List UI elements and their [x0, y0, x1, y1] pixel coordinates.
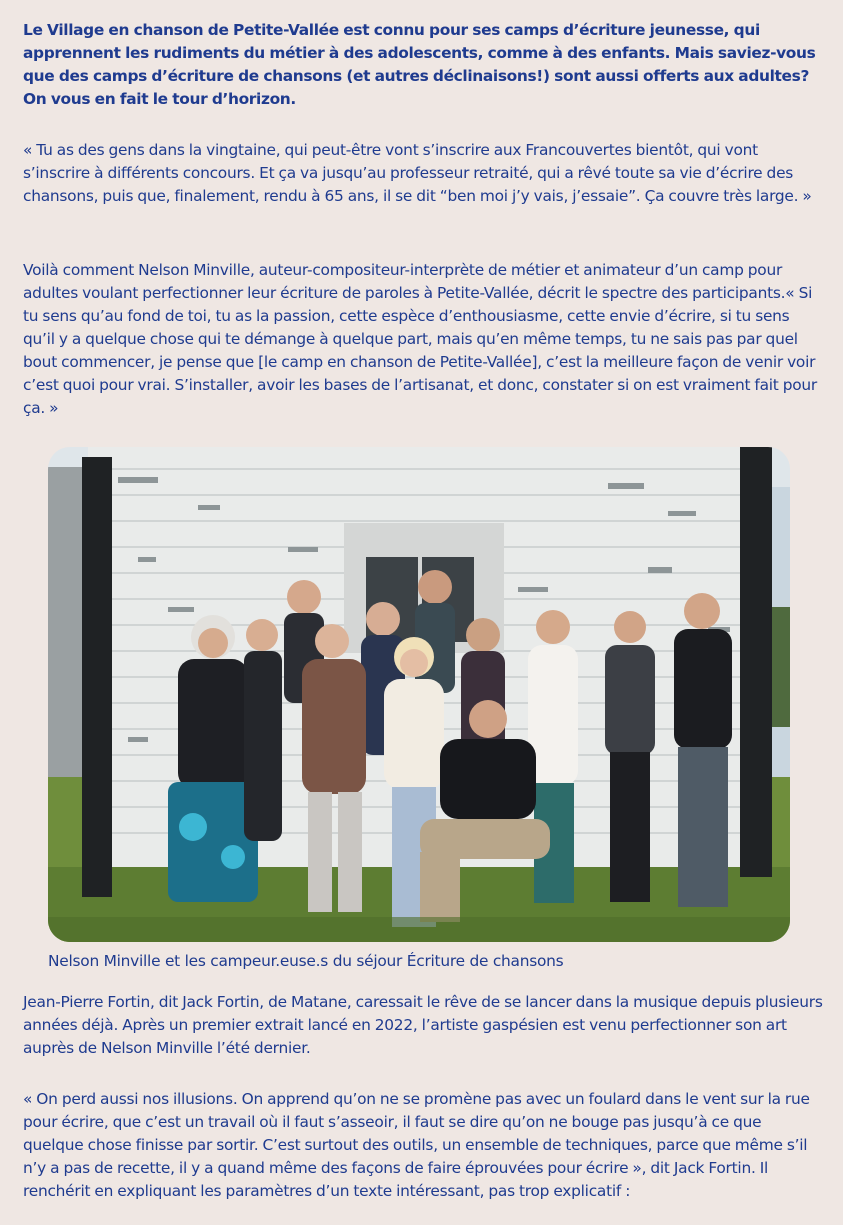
article-paragraph: Jean-Pierre Fortin, dit Jack Fortin, de Matane, caressait le rêve de se lancer dans la musique depuis plusieurs années déjà. Après un premier extrait lancé en 2022, l’artiste gaspésien est venu perfectionner son art auprès de Nelson Minville l’été dernier.: [23, 993, 823, 1057]
article-paragraph: Voilà comment Nelson Minville, auteur-compositeur-interprète de métier et animateur d’un camp pour adultes voulant perfectionner leur écriture de paroles à Petite-Vallée, décrit le spectre des participants.« Si tu sens qu’au fond de toi, tu as la passion, cette espèce d’enthousiasme, cette envie d’écrire, si tu sens qu’il y a quelque chose qui te démange à quelque part, mais qu’en même temps, tu ne sais pas par quel bout commencer, je pense que [le camp en chanson de Petite-Vallée], c’est la meilleure façon de venir voir c’est quoi pour vrai. S’installer, avoir les bases de l’artisanat, et donc, constater si on est vraiment fait pour ça. »: [23, 261, 817, 417]
article-paragraph: « On perd aussi nos illusions. On apprend qu’on ne se promène pas avec un foulard dans le vent sur la rue pour écrire, que c’est un travail où il faut s’asseoir, il faut se dire qu’on ne bouge pas jusqu’à ce que quelque chose finisse par sortir. C’est surtout des outils, un ensemble de techniques, parce que même s’il n’y a pas de recette, il y a quand même des façons de faire éprouvées pour écrire », dit Jack Fortin. Il renchérit en expliquant les paramètres d’un texte intéressant, pas trop explicatif :: [23, 1090, 810, 1200]
article-paragraph: « Tu as des gens dans la vingtaine, qui peut-être vont s’inscrire aux Francouvertes bientôt, qui vont s’inscrire à différents concours. Et ça va jusqu’au professeur retraité, qui a rêvé toute sa vie d’écrire des chansons, puis que, finalement, rendu à 65 ans, il se dit “ben moi j’y vais, j’essaie”. Ça couvre très large. »: [23, 141, 812, 205]
article-lead: Le Village en chanson de Petite-Vallée est connu pour ses camps d’écriture jeunesse, qui apprennent les rudiments du métier à des adolescents, comme à des enfants. Mais saviez-vous que des camps d’écriture de chansons (et autres déclinaisons!) sont aussi offerts aux adultes? On vous en fait le tour d’horizon.: [23, 21, 816, 108]
photo-caption: Nelson Minville et les campeur.euse.s du séjour Écriture de chansons: [48, 952, 564, 970]
group-photo: [48, 447, 790, 942]
group-photo-illustration: [48, 447, 790, 942]
